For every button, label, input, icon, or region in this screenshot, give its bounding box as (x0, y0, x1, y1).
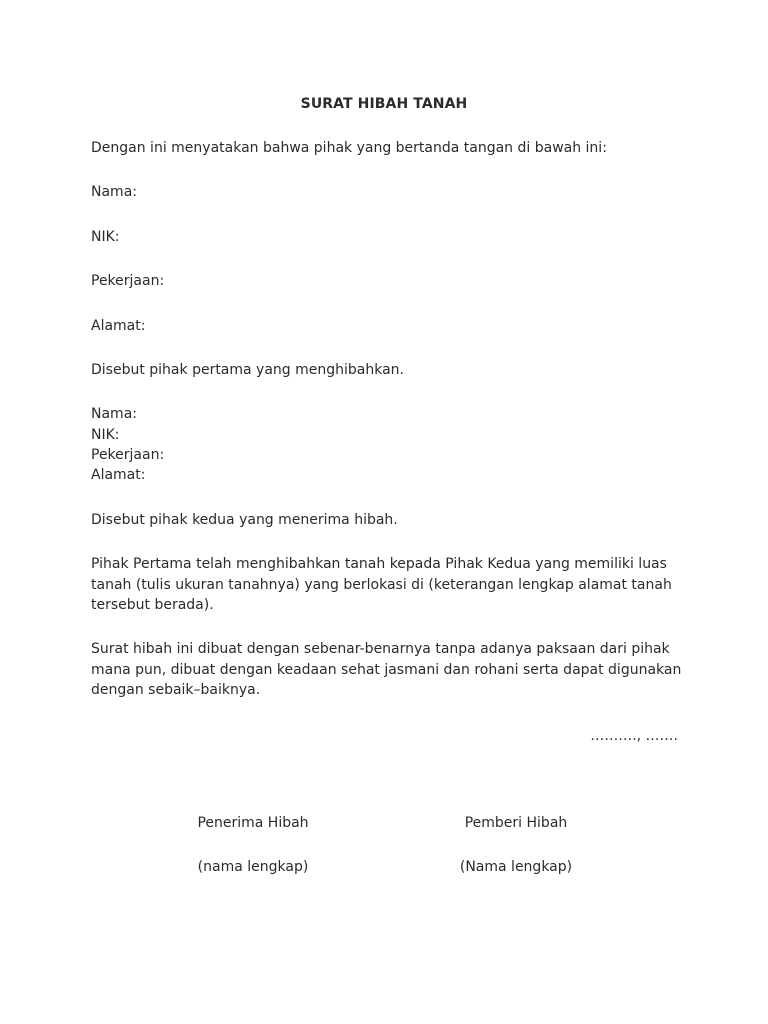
grant-paragraph-line: Pihak Pertama telah menghibahkan tanah kepada Pihak Kedua yang memiliki luas (91, 556, 667, 572)
second-party-name-label: Nama: (91, 406, 137, 422)
first-party-name-label: Nama: (91, 184, 137, 200)
grant-paragraph-line: tanah (tulis ukuran tanahnya) yang berlokasi di (keterangan lengkap alamat tanah (91, 576, 672, 593)
grant-paragraph (91, 554, 691, 616)
closing-paragraph-line: mana pun, dibuat dengan keadaan sehat jasmani dan rohani serta dapat digunakan (91, 661, 682, 678)
closing-paragraph-line: Surat hibah ini dibuat dengan sebenar-benarnya tanpa adanya paksaan dari pihak (91, 641, 670, 657)
second-party-address-label: Alamat: (91, 467, 146, 483)
second-party-role-statement: Disebut pihak kedua yang menerima hibah. (91, 512, 398, 528)
first-party-address-label: Alamat: (91, 318, 146, 334)
closing-paragraph (91, 639, 691, 701)
giver-name: (Nama lengkap) (459, 859, 573, 875)
grant-paragraph-line: tersebut berada). (91, 597, 214, 613)
giver-signature-block (416, 813, 616, 877)
first-party-job-label: Pekerjaan: (91, 273, 165, 289)
recipient-name: (nama lengkap) (197, 859, 309, 875)
document-title: SURAT HIBAH TANAH (300, 96, 468, 112)
recipient-signature-block (153, 813, 353, 877)
first-party-role-statement: Disebut pihak pertama yang menghibahkan. (91, 362, 405, 378)
second-party-job-label: Pekerjaan: (91, 447, 165, 463)
intro-text: Dengan ini menyatakan bahwa pihak yang bertanda tangan di bawah ini: (91, 140, 607, 156)
place-date: ………., ……. (590, 728, 678, 744)
closing-paragraph-line: dengan sebaik–baiknya. (91, 682, 261, 698)
first-party-nik-label: NIK: (91, 229, 120, 245)
recipient-label: Penerima Hibah (197, 815, 309, 831)
second-party-nik-label: NIK: (91, 427, 120, 443)
giver-label: Pemberi Hibah (464, 815, 568, 831)
